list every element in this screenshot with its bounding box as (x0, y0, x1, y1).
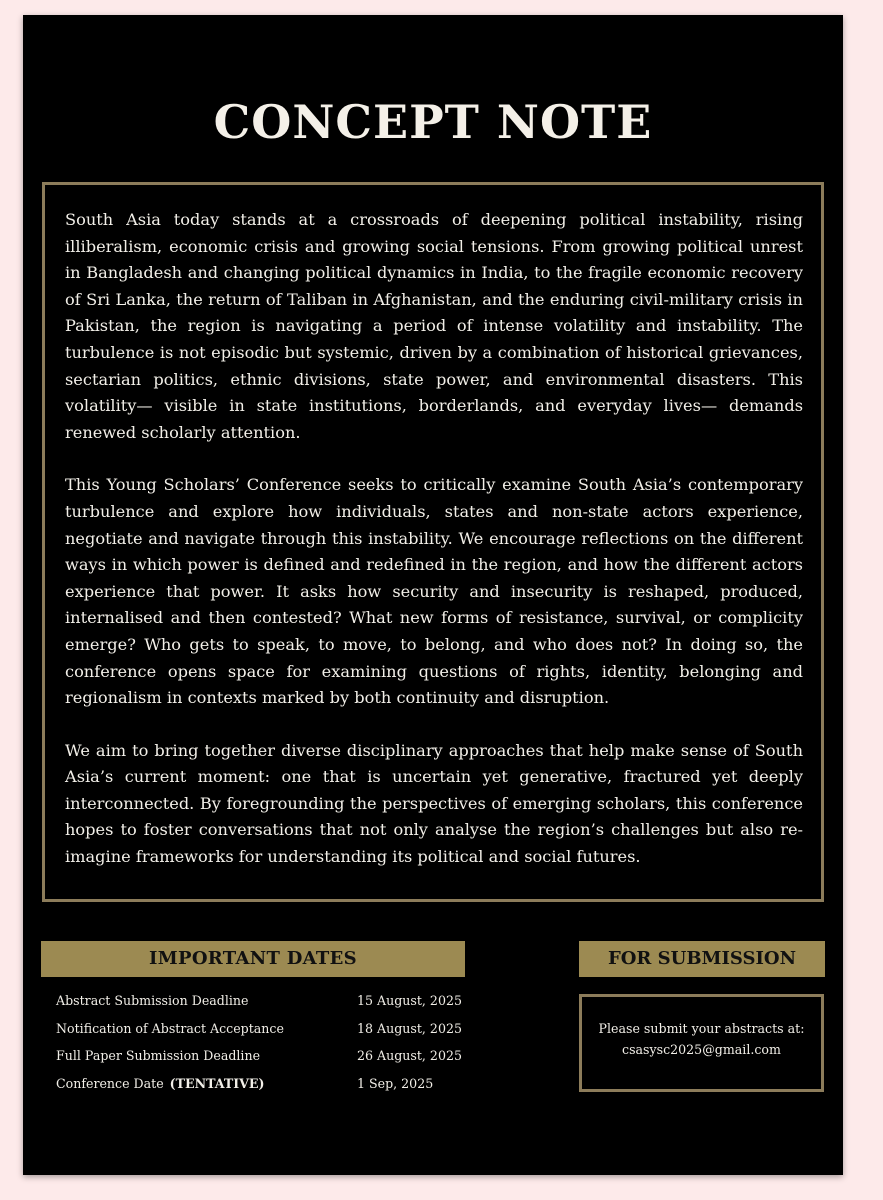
date-label: Full Paper Submission Deadline (56, 1048, 261, 1063)
date-row (56, 989, 476, 1017)
submission-header: FOR SUBMISSION (579, 941, 825, 977)
top-strip (0, 0, 883, 14)
submission-email[interactable]: csasysc2025@gmail.com (622, 1042, 781, 1057)
poster (23, 15, 843, 1175)
concept-box (42, 182, 824, 902)
date-row (56, 1044, 476, 1072)
date-value: 1 Sep, 2025 (357, 1075, 434, 1091)
date-value: 26 August, 2025 (357, 1048, 462, 1063)
date-row (56, 1072, 476, 1100)
date-value: 15 August, 2025 (357, 993, 462, 1008)
submission-box (579, 994, 824, 1092)
concept-paragraph-3: We aim to bring together diverse disciplinary approaches that help make sense of South Asia’s current moment: one that is uncertain yet generative, fractured yet deeply interconnected. By foregrounding the perspectives of emerging scholars, this conference hopes to foster conversations that not only analyse the region’s challenges but also re-imagine frameworks for understanding its political and social futures. (65, 740, 803, 867)
page-title: CONCEPT NOTE (213, 95, 653, 149)
important-dates-list (56, 989, 476, 1099)
date-label: Conference Date (TENTATIVE) (56, 1075, 265, 1091)
date-label: Abstract Submission Deadline (56, 993, 249, 1008)
date-label: Notification of Abstract Acceptance (56, 1020, 284, 1036)
date-value: 18 August, 2025 (357, 1020, 462, 1036)
concept-paragraph-2: This Young Scholars’ Conference seeks to critically examine South Asia’s contemporary turbulence and explore how individuals, states and non-state actors experience, negotiate and navigate through this instability. We encourage reflections on the different ways in which power is defined and redefined in the region, and how the different actors experience that power. It asks how security and insecurity is reshaped, produced, internalised and then contested? What new forms of resistance, survival, or complicity emerge? Who gets to speak, to move, to belong, and who does not? In doing so, the conference opens space for examining questions of rights, identity, belonging and regionalism in contexts marked by both continuity and disruption. (65, 475, 803, 708)
important-dates-header: IMPORTANT DATES (41, 941, 465, 977)
tentative-note: (TENTATIVE) (169, 1075, 265, 1091)
concept-paragraph-1: South Asia today stands at a crossroads of deepening political instability, rising illiberalism, economic crisis and growing social tensions. From growing political unrest in Bangladesh and changing political dynamics in India, to the fragile economic recovery of Sri Lanka, the return of Taliban in Afghanistan, and the enduring civil-military crisis in Pakistan, the region is navigating a period of intense volatility and instability. The turbulence is not episodic but systemic, driven by a combination of historical grievances, sectarian politics, ethnic divisions, state power, and environmental disasters. This volatility— visible in state institutions, borderlands, and everyday lives— demands renewed scholarly attention. (65, 210, 803, 442)
date-row (56, 1017, 476, 1045)
concept-text (65, 207, 803, 897)
submission-instruction: Please submit your abstracts at: (598, 1021, 805, 1036)
